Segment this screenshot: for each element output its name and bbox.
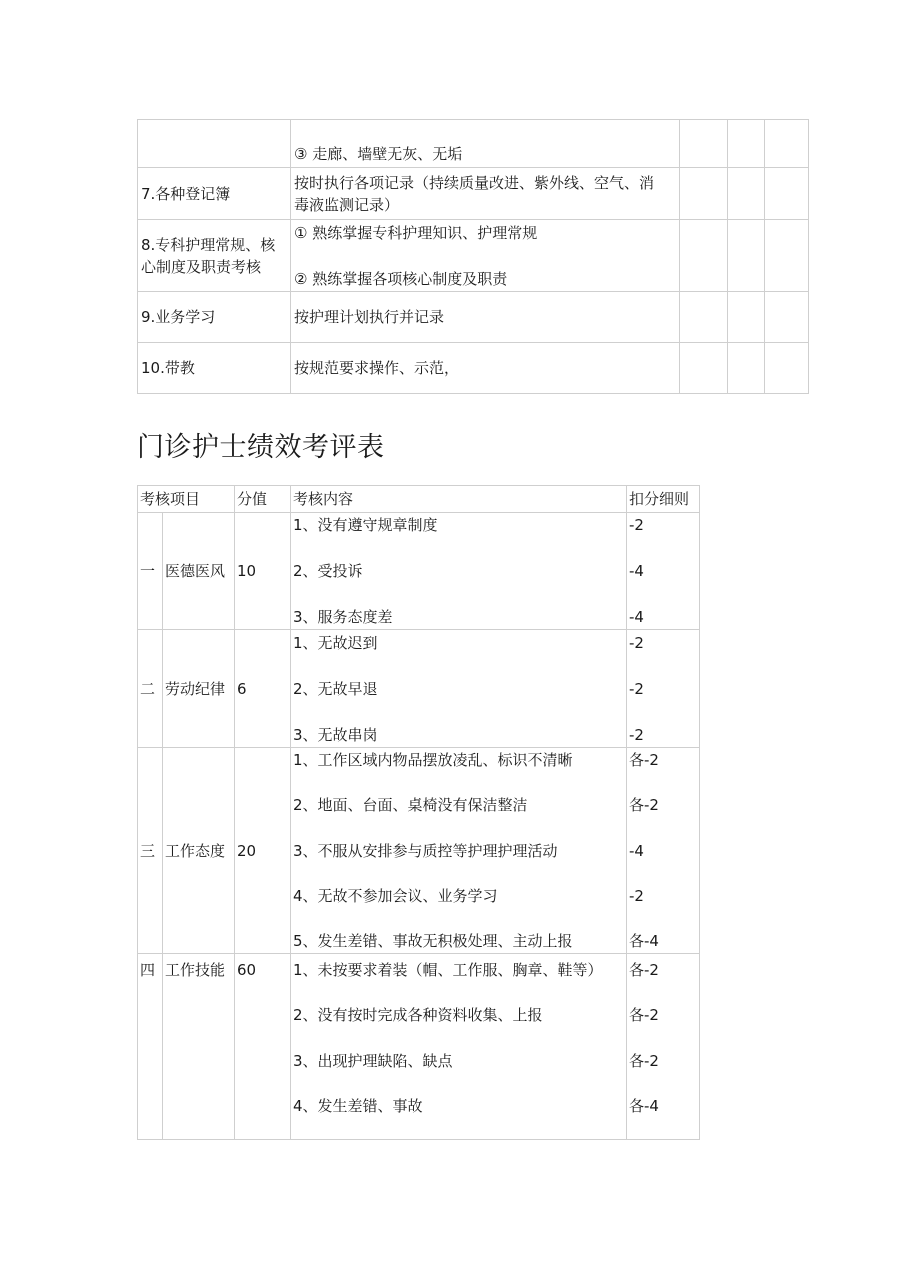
table-cell (291, 220, 680, 292)
group-number: 四 (138, 954, 163, 1140)
list-item: 2、没有按时完成各种资料收集、上报 (293, 1006, 543, 1025)
list-item: 4、无故不参加会议、业务学习 (293, 886, 498, 905)
group-number: 三 (138, 748, 163, 954)
list-item: 1、无故迟到 (293, 633, 378, 652)
list-item: 5、发生差错、事故无积极处理、主动上报 (293, 932, 573, 950)
header-item: 考核项目 (138, 486, 235, 513)
group-score: 60 (235, 954, 291, 1140)
deduct-value: 各-2 (629, 1006, 659, 1025)
table-cell: ③ 走廊、墙壁无灰、无垢 (291, 120, 680, 168)
page-title: 门诊护士绩效考评表 (137, 432, 385, 463)
list-item: 1、没有遵守规章制度 (293, 516, 438, 534)
deduct-value: 各-2 (629, 796, 659, 815)
group-deducts (627, 748, 700, 954)
deduct-value: -4 (629, 608, 644, 626)
evaluation-table (137, 485, 700, 1140)
table-cell: 9.业务学习 (138, 292, 291, 343)
deduct-value: -4 (629, 841, 644, 860)
deduct-value: -2 (629, 725, 644, 744)
table-cell (138, 120, 291, 168)
deduct-value: 各-2 (629, 1051, 659, 1070)
table-cell: 按时执行各项记录（持续质量改进、紫外线、空气、消毒液监测记录） (291, 168, 680, 220)
group-deducts (627, 630, 700, 748)
deduct-value: 各-4 (629, 1096, 659, 1115)
table-row (138, 513, 700, 630)
deduct-value: -2 (629, 679, 644, 698)
list-item: 1、工作区域内物品摆放凌乱、标识不清晰 (293, 751, 573, 769)
group-number: 二 (138, 630, 163, 748)
group-items (291, 954, 627, 1140)
group-score: 6 (235, 630, 291, 748)
header-content: 考核内容 (291, 486, 627, 513)
table-cell: 按护理计划执行并记录 (291, 292, 680, 343)
group-deducts (627, 954, 700, 1140)
deduct-value: 各-4 (629, 932, 659, 950)
group-items (291, 748, 627, 954)
header-score: 分值 (235, 486, 291, 513)
list-item: 2、地面、台面、桌椅没有保洁整洁 (293, 796, 528, 815)
table-cell: 按规范要求操作、示范， (291, 343, 680, 394)
group-items (291, 630, 627, 748)
deduct-value: -2 (629, 516, 644, 534)
group-score: 10 (235, 513, 291, 630)
table-cell: 10.带教 (138, 343, 291, 394)
deduct-value: 各-2 (629, 961, 659, 979)
table-row (138, 954, 700, 1140)
list-item: ② 熟练掌握各项核心制度及职责 (294, 269, 508, 288)
list-item: 1、未按要求着装（帽、工作服、胸章、鞋等） (293, 961, 603, 979)
group-score: 20 (235, 748, 291, 954)
list-item: ① 熟练掌握专科护理知识、护理常规 (294, 223, 538, 242)
deduct-value: -4 (629, 562, 644, 580)
inspection-table (137, 119, 809, 394)
list-item: 3、服务态度差 (293, 608, 393, 626)
list-item: 3、不服从安排参与质控等护理护理活动 (293, 841, 558, 860)
deduct-value: -2 (629, 886, 644, 905)
header-deduct: 扣分细则 (627, 486, 700, 513)
table-cell: 7.各种登记簿 (138, 168, 291, 220)
group-name: 医德医风 (163, 513, 235, 630)
deduct-value: 各-2 (629, 751, 659, 769)
group-name: 工作态度 (163, 748, 235, 954)
group-name: 劳动纪律 (163, 630, 235, 748)
deduct-value: -2 (629, 633, 644, 652)
table-cell: 8.专科护理常规、核心制度及职责考核 (138, 220, 291, 292)
list-item: 3、出现护理缺陷、缺点 (293, 1051, 453, 1070)
group-deducts (627, 513, 700, 630)
list-item: 4、发生差错、事故 (293, 1096, 423, 1115)
table-row (138, 748, 700, 954)
list-item: 3、无故串岗 (293, 725, 378, 744)
list-item: 2、受投诉 (293, 562, 363, 580)
group-number: 一 (138, 513, 163, 630)
group-items (291, 513, 627, 630)
list-item: 2、无故早退 (293, 679, 378, 698)
table-row (138, 630, 700, 748)
group-name: 工作技能 (163, 954, 235, 1140)
